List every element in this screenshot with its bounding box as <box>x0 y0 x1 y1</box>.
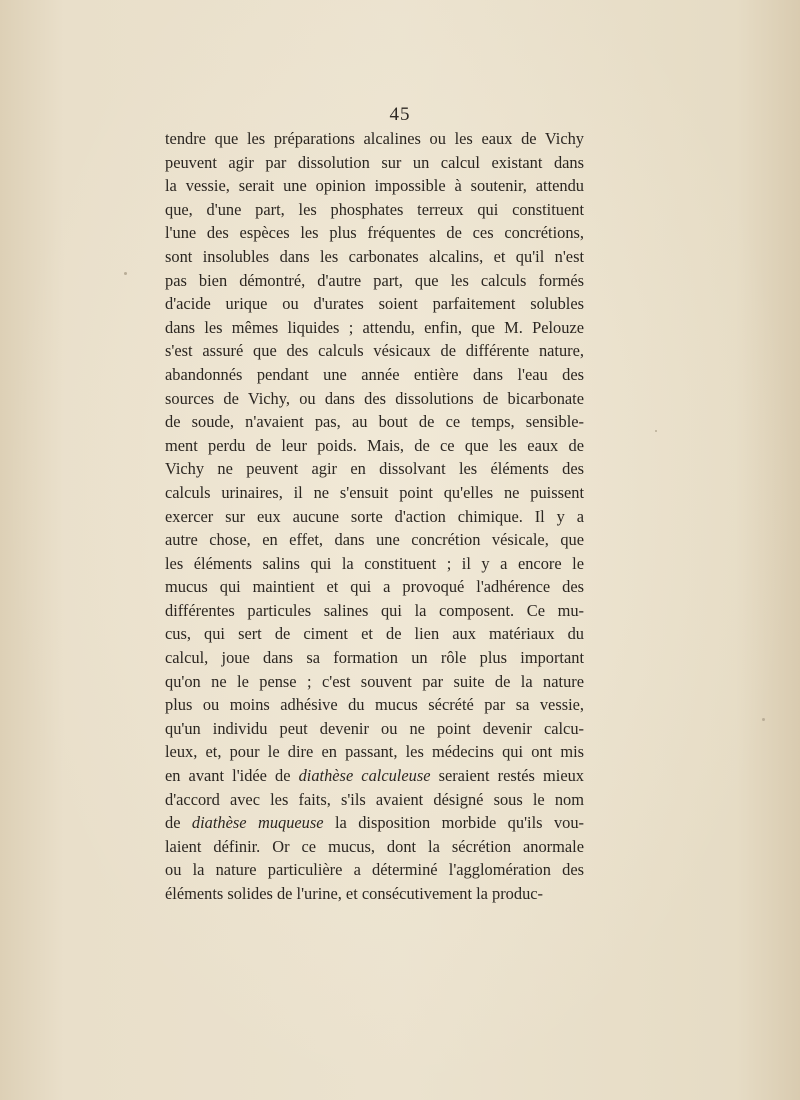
page-number: 45 <box>389 104 411 125</box>
text-line: d'accord avec les faits, s'ils avaient désigné sous le nom <box>165 789 584 809</box>
text-line: ou la nature particulière a déterminé l'agglomération des <box>165 860 584 880</box>
text-line: laient définir. Or ce mucus, dont la sécrétion anormale <box>165 836 584 856</box>
text-line: qu'on ne le pense ; c'est souvent par suite de la nature <box>165 671 584 691</box>
text-line: d'acide urique ou d'urates soient parfaitement solubles <box>165 294 584 314</box>
text-line: de soude, n'avaient pas, au bout de ce temps, sensible- <box>165 412 584 432</box>
text-line: que, d'une part, les phosphates terreux qui constituent <box>165 199 584 219</box>
text-line: l'une des espèces les plus fréquentes de ces concrétions, <box>165 223 584 243</box>
text-line: tendre que les préparations alcalines ou les eaux de Vichy <box>165 129 584 148</box>
text-line-with-italic <box>165 764 584 788</box>
text-line: pas bien démontré, d'autre part, que les calculs formés <box>165 270 584 290</box>
text-line: les éléments salins qui la constituent ; il y a encore le <box>165 553 584 573</box>
text-line: la vessie, serait une opinion impossible à soutenir, attendu <box>165 176 584 196</box>
text-line: calcul, joue dans sa formation un rôle plus important <box>165 648 584 668</box>
paper-speck <box>762 718 765 721</box>
text-line: différentes particules salines qui la composent. Ce mu- <box>165 600 584 620</box>
italic-term-diathese-muqueuse: diathèse muqueuse <box>191 813 324 833</box>
paper-speck <box>655 430 657 432</box>
text-line: ment perdu de leur poids. Mais, de ce que les eaux de <box>165 435 584 455</box>
text-segment: en avant l'idée de <box>165 766 299 786</box>
text-line: éléments solides de l'urine, et consécutivement la produc- <box>165 884 543 903</box>
text-line: qu'un individu peut devenir ou ne point devenir calcu- <box>165 718 584 738</box>
text-line: calculs urinaires, il ne s'ensuit point qu'elles ne puissent <box>165 482 584 502</box>
text-line: Vichy ne peuvent agir en dissolvant les éléments des <box>165 459 584 479</box>
text-line: peuvent agir par dissolution sur un calcul existant dans <box>165 152 584 172</box>
text-line: sources de Vichy, ou dans des dissolutions de bicarbonate <box>165 388 584 408</box>
text-line: dans les mêmes liquides ; attendu, enfin, que M. Pelouze <box>165 317 584 337</box>
text-line-with-italic <box>165 811 584 835</box>
text-segment: de <box>165 813 192 833</box>
text-line: s'est assuré que des calculs vésicaux de différente nature, <box>165 341 584 361</box>
paper-speck <box>124 272 127 275</box>
italic-term-diathese-calculeuse: diathèse calculeuse <box>298 766 431 786</box>
text-line: abandonnés pendant une année entière dans l'eau des <box>165 364 584 384</box>
text-line: autre chose, en effet, dans une concrétion vésicale, que <box>165 530 584 550</box>
text-line: exercer sur eux aucune sorte d'action chimique. Il y a <box>165 506 584 526</box>
text-line: mucus qui maintient et qui a provoqué l'adhérence des <box>165 577 584 597</box>
body-text <box>165 127 584 906</box>
text-segment: la disposition morbide qu'ils vou- <box>323 813 584 833</box>
text-segment: seraient restés mieux <box>430 766 584 786</box>
text-line: leux, et, pour le dire en passant, les médecins qui ont mis <box>165 742 584 762</box>
text-line: plus ou moins adhésive du mucus sécrété par sa vessie, <box>165 695 584 715</box>
text-line: cus, qui sert de ciment et de lien aux matériaux du <box>165 624 584 644</box>
text-line: sont insolubles dans les carbonates alcalins, et qu'il n'est <box>165 246 584 266</box>
